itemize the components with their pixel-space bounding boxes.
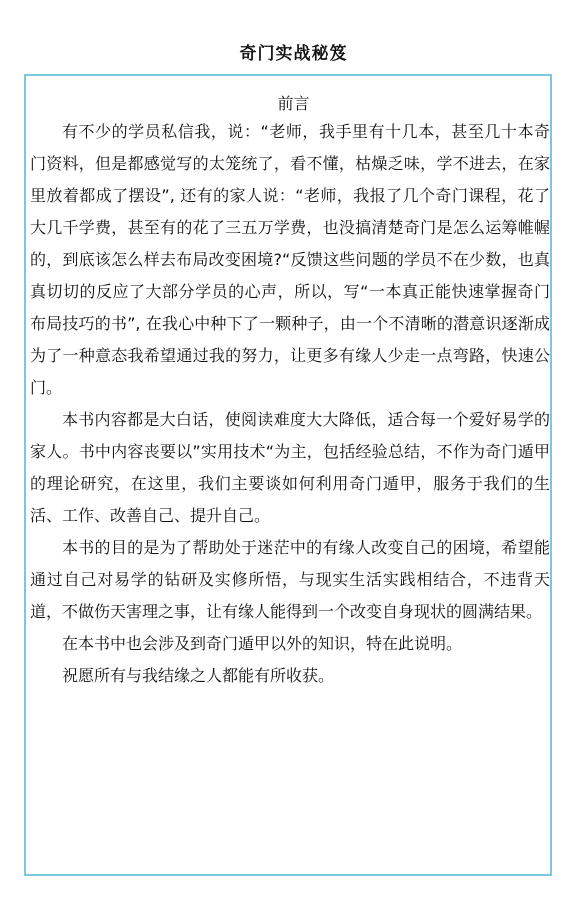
paragraph-5: 祝愿所有与我结缘之人都能有所收获。 [62, 666, 335, 685]
paragraph-1: 有不少的学员私信我，说：“老师，我手里有十几本，甚至几十本奇门资料，但是都感觉写的太笼统了，看不懂，枯燥乏味，学不进去，在家里放着都成了摆设”, 还有的家人说：“老师，我报了几个奇门课程，花了大几千学费，甚至有的花了三五万学费，也没搞清楚奇门是怎么运筹帷幄的，到底该怎么样去布局改变困境?“反馈这些问题的学员不在少数，也真真切切的反应了大部分学员的心声，所以，写“一本真正能快速掌握奇门布局技巧的书”, 在我心中种下了一颗种子，由一个不清晰的潜意识逐渐成为了一种意态我希望通过我的努力，让更多有缘人少走一点弯路，快速公门。 [30, 122, 550, 397]
paragraph-3: 本书的目的是为了帮助处于迷茫中的有缘人改变自己的困境，希望能通过自己对易学的钻研及实修所悟，与现实生活实践相结合，不违背天道，不做伤天害理之事，让有缘人能得到一个改变自身现状的圆满结果。 [30, 538, 550, 621]
paragraph-4: 在本书中也会涉及到奇门遁甲以外的知识，特在此说明。 [62, 634, 463, 653]
document-title: 奇门实战秘笈 [239, 44, 348, 64]
body-text [30, 116, 550, 692]
section-heading: 前言 [277, 94, 310, 113]
paragraph-2: 本书内容都是大白话，使阅读难度大大降低，适合每一个爱好易学的家人。书中内容丧要以”实用技术“为主，包括经验总结，不作为奇门遁甲的理论研究，在这里，我们主要谈如何利用奇门遁甲，服务于我们的生活、工作、改善自己、提升自己。 [30, 410, 550, 525]
